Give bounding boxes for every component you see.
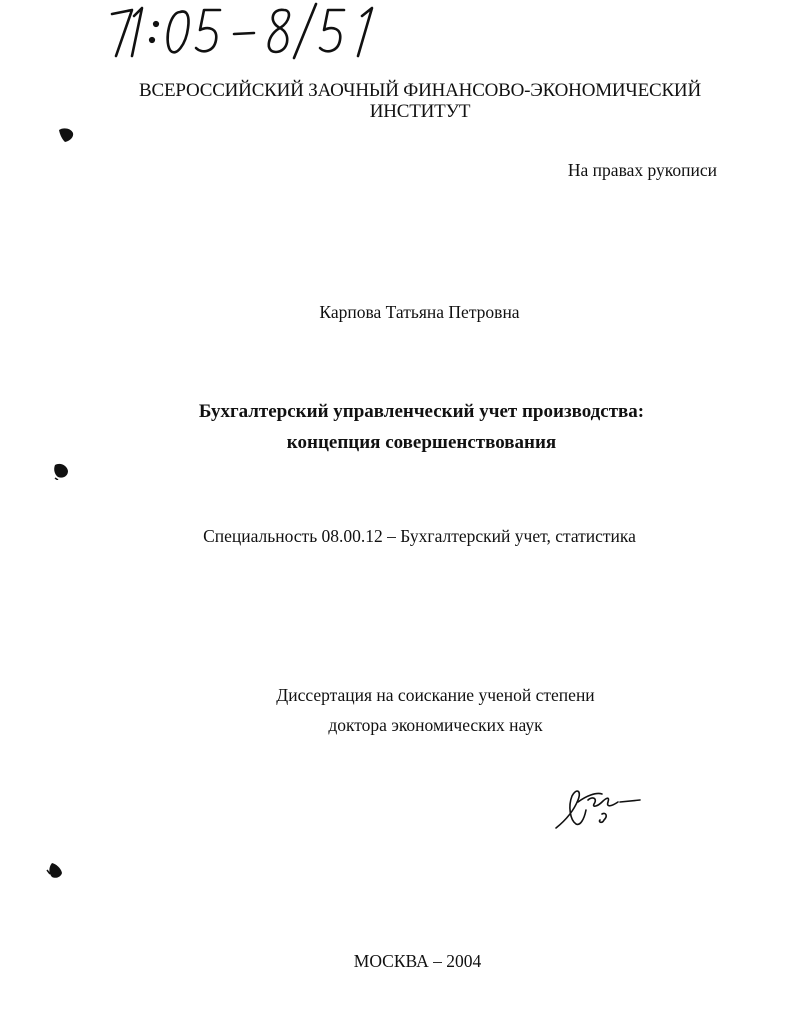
handwritten-signature [552,780,647,835]
binder-hole-mark [52,462,70,480]
manuscript-rights-note: На правах рукописи [567,160,717,180]
binder-hole-mark [46,862,64,880]
degree-line-1: Диссертация на соискание ученой степени [276,685,595,705]
degree-statement [36,680,799,740]
handwritten-archive-number [108,0,408,62]
degree-line-2: доктора экономических наук [328,715,543,735]
author-name: Карпова Татьяна Петровна [319,302,520,322]
binder-hole-mark [57,126,75,144]
title-line-1: Бухгалтерский управленческий учет производства: [198,401,645,422]
city-year: МОСКВА – 2004 [353,951,482,971]
institution-line-1: ВСЕРОССИЙСКИЙ ЗАОЧНЫЙ ФИНАНСОВО-ЭКОНОМИЧЕСКИЙ [139,80,701,101]
specialty-line: Специальность 08.00.12 – Бухгалтерский учет, статистика [203,526,636,546]
institution-line-2: ИНСТИТУТ [369,101,471,122]
title-line-2: концепция совершенствования [286,432,557,453]
dissertation-title [22,396,799,458]
institution-name [40,80,799,122]
